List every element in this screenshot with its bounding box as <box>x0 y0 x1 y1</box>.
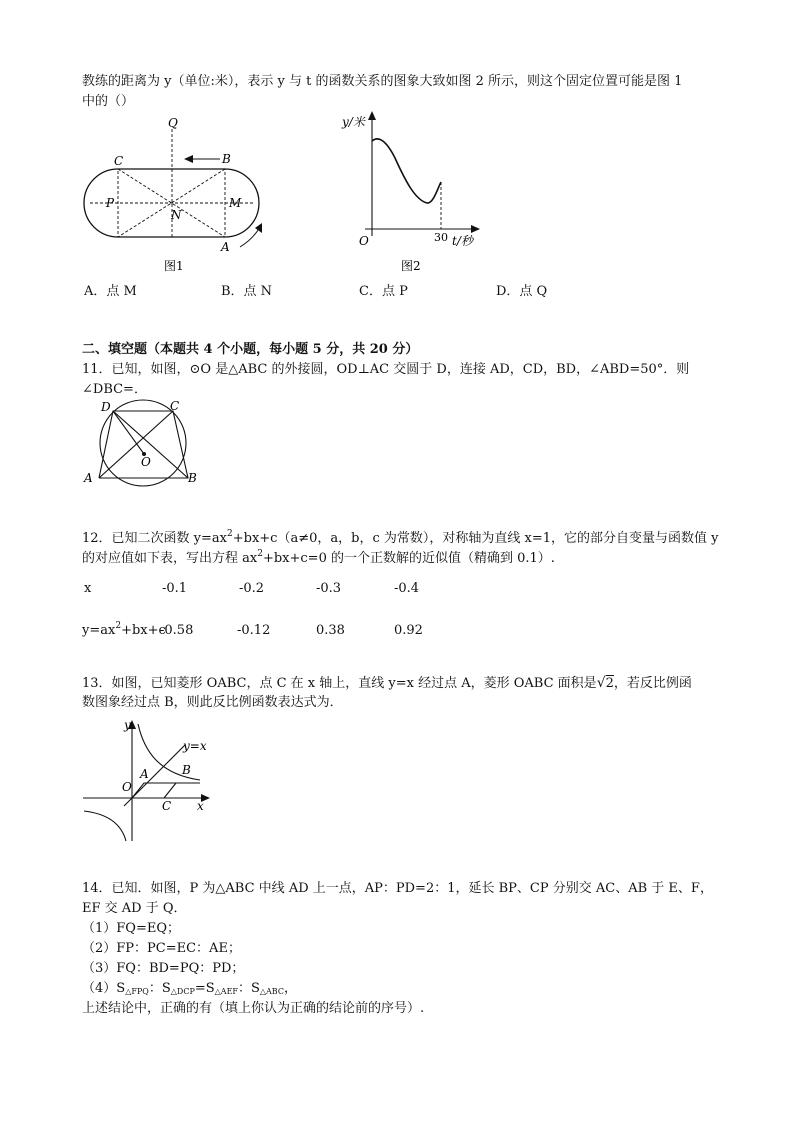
q11-line2: ∠DBC=． <box>82 382 147 397</box>
q10-line2: 中的（） <box>82 94 135 109</box>
option-c: C．点 P <box>359 284 408 299</box>
figure-2 <box>335 108 485 275</box>
q11-label-B: B <box>188 471 197 485</box>
table-y-cell: -0.12 <box>237 623 271 638</box>
q11-line1: 11．已知，如图，⊙O 是△ABC 的外接圆，OD⊥AC 交圆于 D，连接 AD，CD，BD，∠ABD=50°．则 <box>82 362 690 377</box>
table-y-label: $y=ax^2+bx+c$ <box>82 621 166 638</box>
q14-item-4: $(4)S_{\triangle FPQ}$：$S_{\triangle DCP}=S_{\triangle AEF}$：$S_{\triangle ABC}$， <box>82 981 297 996</box>
fig2-xlabel: t/秒 <box>452 234 473 248</box>
label-C: C <box>114 154 124 168</box>
option-b: B．点 N <box>221 284 273 299</box>
fig2-tick-30: 30 <box>434 231 448 244</box>
figure-1 <box>80 115 275 275</box>
table-y-cell: 0.38 <box>316 623 345 638</box>
figure-q11 <box>80 398 205 490</box>
q14-line1: 14．已知．如图，P 为△ABC 中线 AD 上一点，AP：PD=2：1，延长 BP、CP 分别交 AC、AB 于 E、F， <box>82 881 713 896</box>
table-y-cell: 0.92 <box>394 623 423 638</box>
q13-label-B: B <box>182 763 191 777</box>
q13-label-y: y <box>124 718 131 732</box>
label-A: A <box>221 240 230 254</box>
table-y-cell: -0.58 <box>160 623 194 638</box>
q14-item-3: （3）FQ：BD=PQ：PD； <box>82 961 245 976</box>
option-a: A．点 M <box>84 284 137 299</box>
q11-label-C: C <box>170 399 180 413</box>
table-x-cell: -0.1 <box>162 581 188 596</box>
q10-line1: 教练的距离为 y（单位:米），表示 y 与 t 的函数关系的图象大致如图 2 所示，则这个固定位置可能是图 1 <box>82 74 683 89</box>
fig2-ylabel: y/米 <box>342 115 365 129</box>
q12-line1: 12．已知二次函数 $y=ax^2+bx+c(a\ne 0$，a，b，c 为常数），对称轴为直线 x=1，它的部分自变量与函数值 y <box>82 529 719 546</box>
table-x-label: x <box>84 581 92 596</box>
figure-q13 <box>80 716 215 846</box>
label-Q: Q <box>168 116 178 130</box>
q14-item-2: （2）FP：PC=EC：AE； <box>82 941 241 956</box>
sqrt-symbol: √ <box>596 675 606 691</box>
q14-conclusion: 上述结论中，正确的有（填上你认为正确的结论前的序号）. <box>82 1001 425 1016</box>
table-x-cell: -0.2 <box>239 581 265 596</box>
q12-line2: 的对应值如下表，写出方程 $ax^2+bx+c=0$ 的一个正数解的近似值（精确到 0.1）. <box>82 549 555 566</box>
q13-label-yx: y=x <box>183 739 207 753</box>
q13-label-C: C <box>162 799 172 813</box>
q11-label-D: D <box>101 400 111 414</box>
q13-line2: 数图象经过点 B，则此反比例函数表达式为． <box>82 695 343 710</box>
q11-label-A: A <box>84 471 93 485</box>
q13-label-O: O <box>122 780 132 794</box>
table-x-cell: -0.3 <box>316 581 342 596</box>
q14-item-1: （1）FQ=EQ； <box>82 921 180 936</box>
figure-2-caption: 图2 <box>401 259 421 273</box>
label-N: N <box>171 208 182 222</box>
q11-label-O: O <box>141 455 151 469</box>
option-d: D．点 Q <box>496 284 548 299</box>
q13-label-A: A <box>140 767 149 781</box>
q13-label-x: x <box>197 799 204 813</box>
label-P: P <box>106 196 115 210</box>
function-curve <box>372 139 441 203</box>
figure-1-caption: 图1 <box>164 259 184 273</box>
fig2-origin: O <box>359 234 369 248</box>
q13-line1: 13．如图，已知菱形 OABC，点 C 在 x 轴上，直线 y=x 经过点 A，菱形 OABC 面积是√2，若反比例函 <box>82 675 692 691</box>
table-x-cell: -0.4 <box>394 581 420 596</box>
q14-line2: EF 交 AD 于 Q． <box>82 901 187 916</box>
label-M: M <box>229 196 242 210</box>
section-heading: 二、填空题（本题共 4 个小题，每小题 5 分，共 20 分） <box>82 342 419 357</box>
label-B: B <box>222 152 231 166</box>
